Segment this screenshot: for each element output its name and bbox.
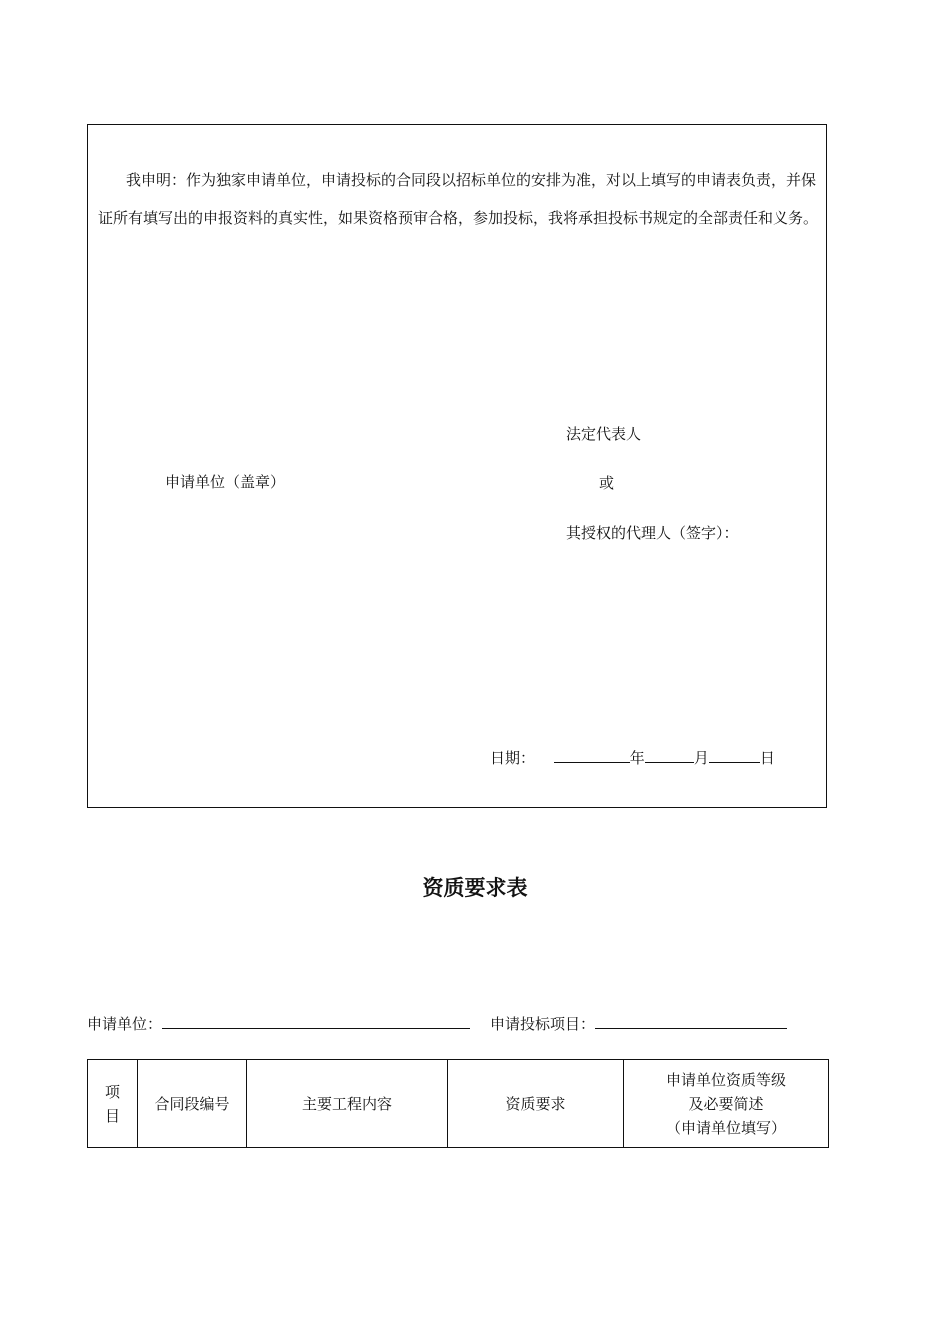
- applicant-unit-label: 申请单位：: [87, 1015, 163, 1033]
- table-header-row: [88, 1060, 829, 1148]
- applicant-unit-blank[interactable]: [162, 1014, 470, 1029]
- header-applicant-grade: 申请单位资质等级 及必要简述 （申请单位填写）: [624, 1060, 829, 1148]
- bid-project-blank[interactable]: [595, 1014, 787, 1029]
- bid-project-line: [490, 1013, 787, 1034]
- date-label: 日期：: [490, 749, 536, 767]
- page-title: 资质要求表: [422, 876, 528, 900]
- header-item: 项 目: [88, 1060, 138, 1148]
- qualification-table: [87, 1059, 829, 1148]
- header-main-content: 主要工程内容: [247, 1060, 448, 1148]
- month-label: 月: [693, 749, 709, 767]
- header-contract-no: 合同段编号: [138, 1060, 247, 1148]
- year-label: 年: [629, 749, 645, 767]
- declaration-text: 我申明：作为独家申请单位，申请投标的合同段以招标单位的安排为准，对以上填写的申请表负责，并保证所有填写出的申报资料的真实性，如果资格预审合格，参加投标，我将承担投标书规定的全部责任和义务。: [98, 171, 819, 227]
- applicant-seal-label: 申请单位（盖章）: [165, 473, 286, 491]
- legal-representative-label: 法定代表人: [566, 425, 642, 443]
- or-label: 或: [599, 474, 615, 492]
- header-requirement: 资质要求: [448, 1060, 624, 1148]
- month-blank[interactable]: [645, 748, 694, 763]
- day-label: 日: [759, 749, 775, 767]
- declaration-box: [87, 124, 827, 808]
- year-blank[interactable]: [554, 748, 630, 763]
- applicant-unit-line: [87, 1013, 470, 1034]
- bid-project-label: 申请投标项目：: [490, 1015, 596, 1033]
- authorized-agent-label: 其授权的代理人（签字）：: [566, 524, 739, 542]
- day-blank[interactable]: [709, 748, 760, 763]
- date-line: [490, 747, 775, 768]
